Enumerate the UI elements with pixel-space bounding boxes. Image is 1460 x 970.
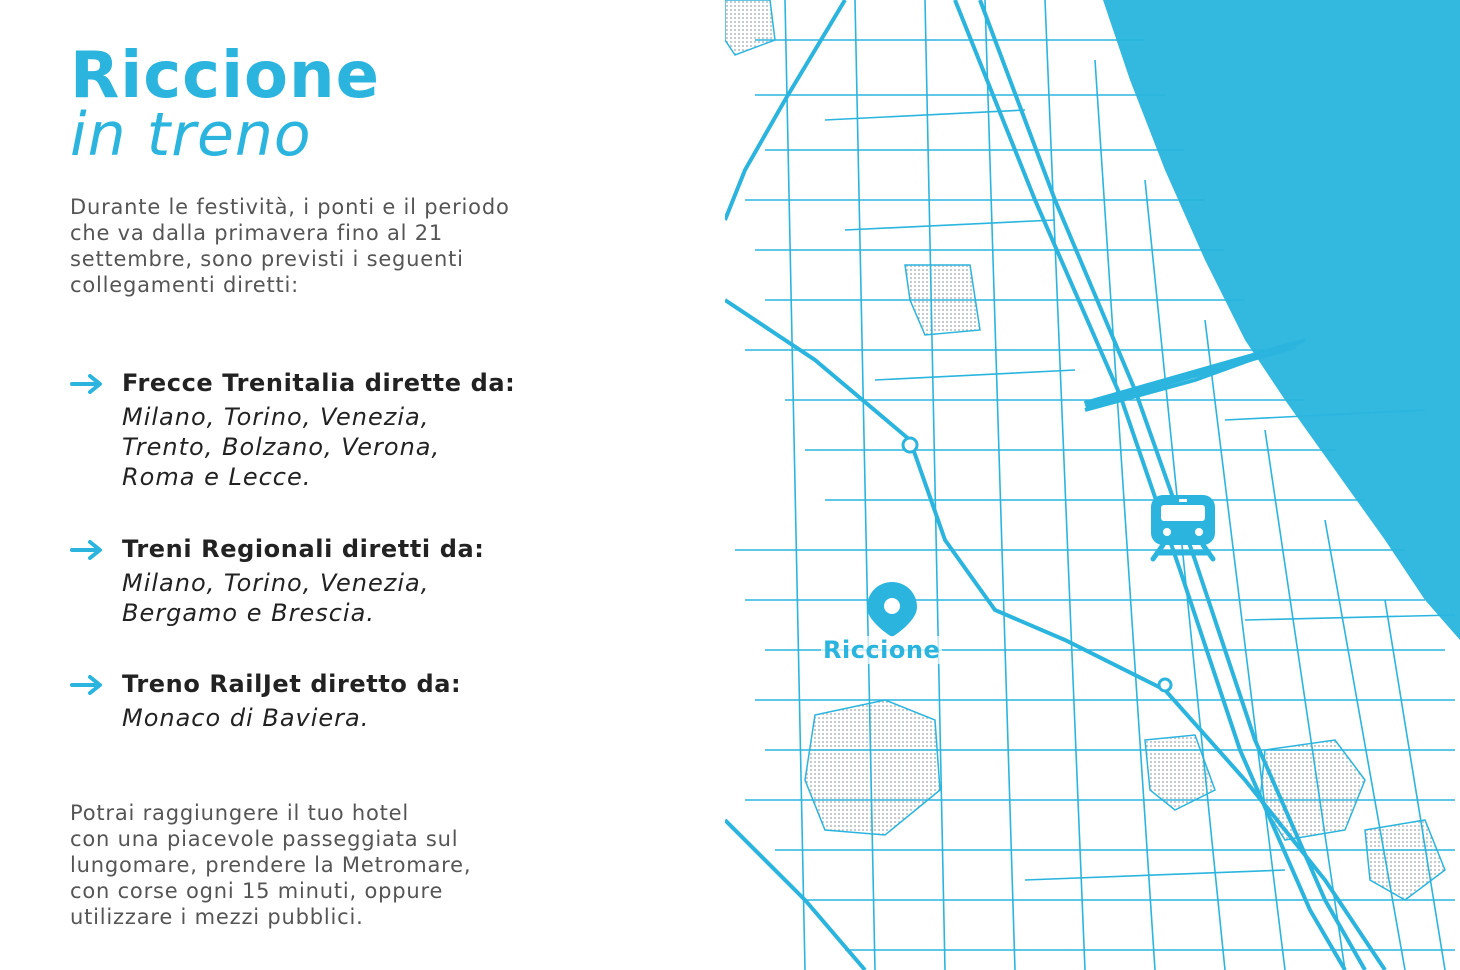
connection-heading: Frecce Trenitalia dirette da: (122, 369, 516, 397)
connection-cities: Monaco di Baviera. (122, 704, 370, 732)
page-title: Riccione (70, 39, 380, 113)
roundabout (903, 438, 917, 452)
city-map (725, 0, 1460, 970)
info-panel (0, 0, 720, 970)
arrow-right-icon (70, 675, 104, 695)
connection-heading: Treni Regionali diretti da: (122, 535, 485, 563)
connection-cities: Milano, Torino, Venezia, Trento, Bolzano, Verona, Roma e Lecce. (122, 403, 441, 491)
map-place-label: Riccione (823, 636, 941, 664)
outro-text: Potrai raggiungere il tuo hotel con una piacevole passeggiata sul lungomare, prendere la Metromare, con corse ogni 15 minuti, oppure utilizzare i mezzi pubblici. (70, 801, 472, 929)
arrow-right-icon (70, 540, 104, 560)
page-subtitle: in treno (70, 100, 312, 170)
connection-cities: Milano, Torino, Venezia, Bergamo e Brescia. (122, 569, 430, 627)
map-graphic (725, 0, 1460, 970)
arrow-right-icon (70, 374, 104, 394)
roundabout (1159, 679, 1171, 691)
intro-text: Durante le festività, i ponti e il periodo che va dalla primavera fino al 21 settembre, sono previsti i seguenti collegamenti diretti: (70, 195, 510, 297)
connection-heading: Treno RailJet diretto da: (122, 670, 462, 698)
